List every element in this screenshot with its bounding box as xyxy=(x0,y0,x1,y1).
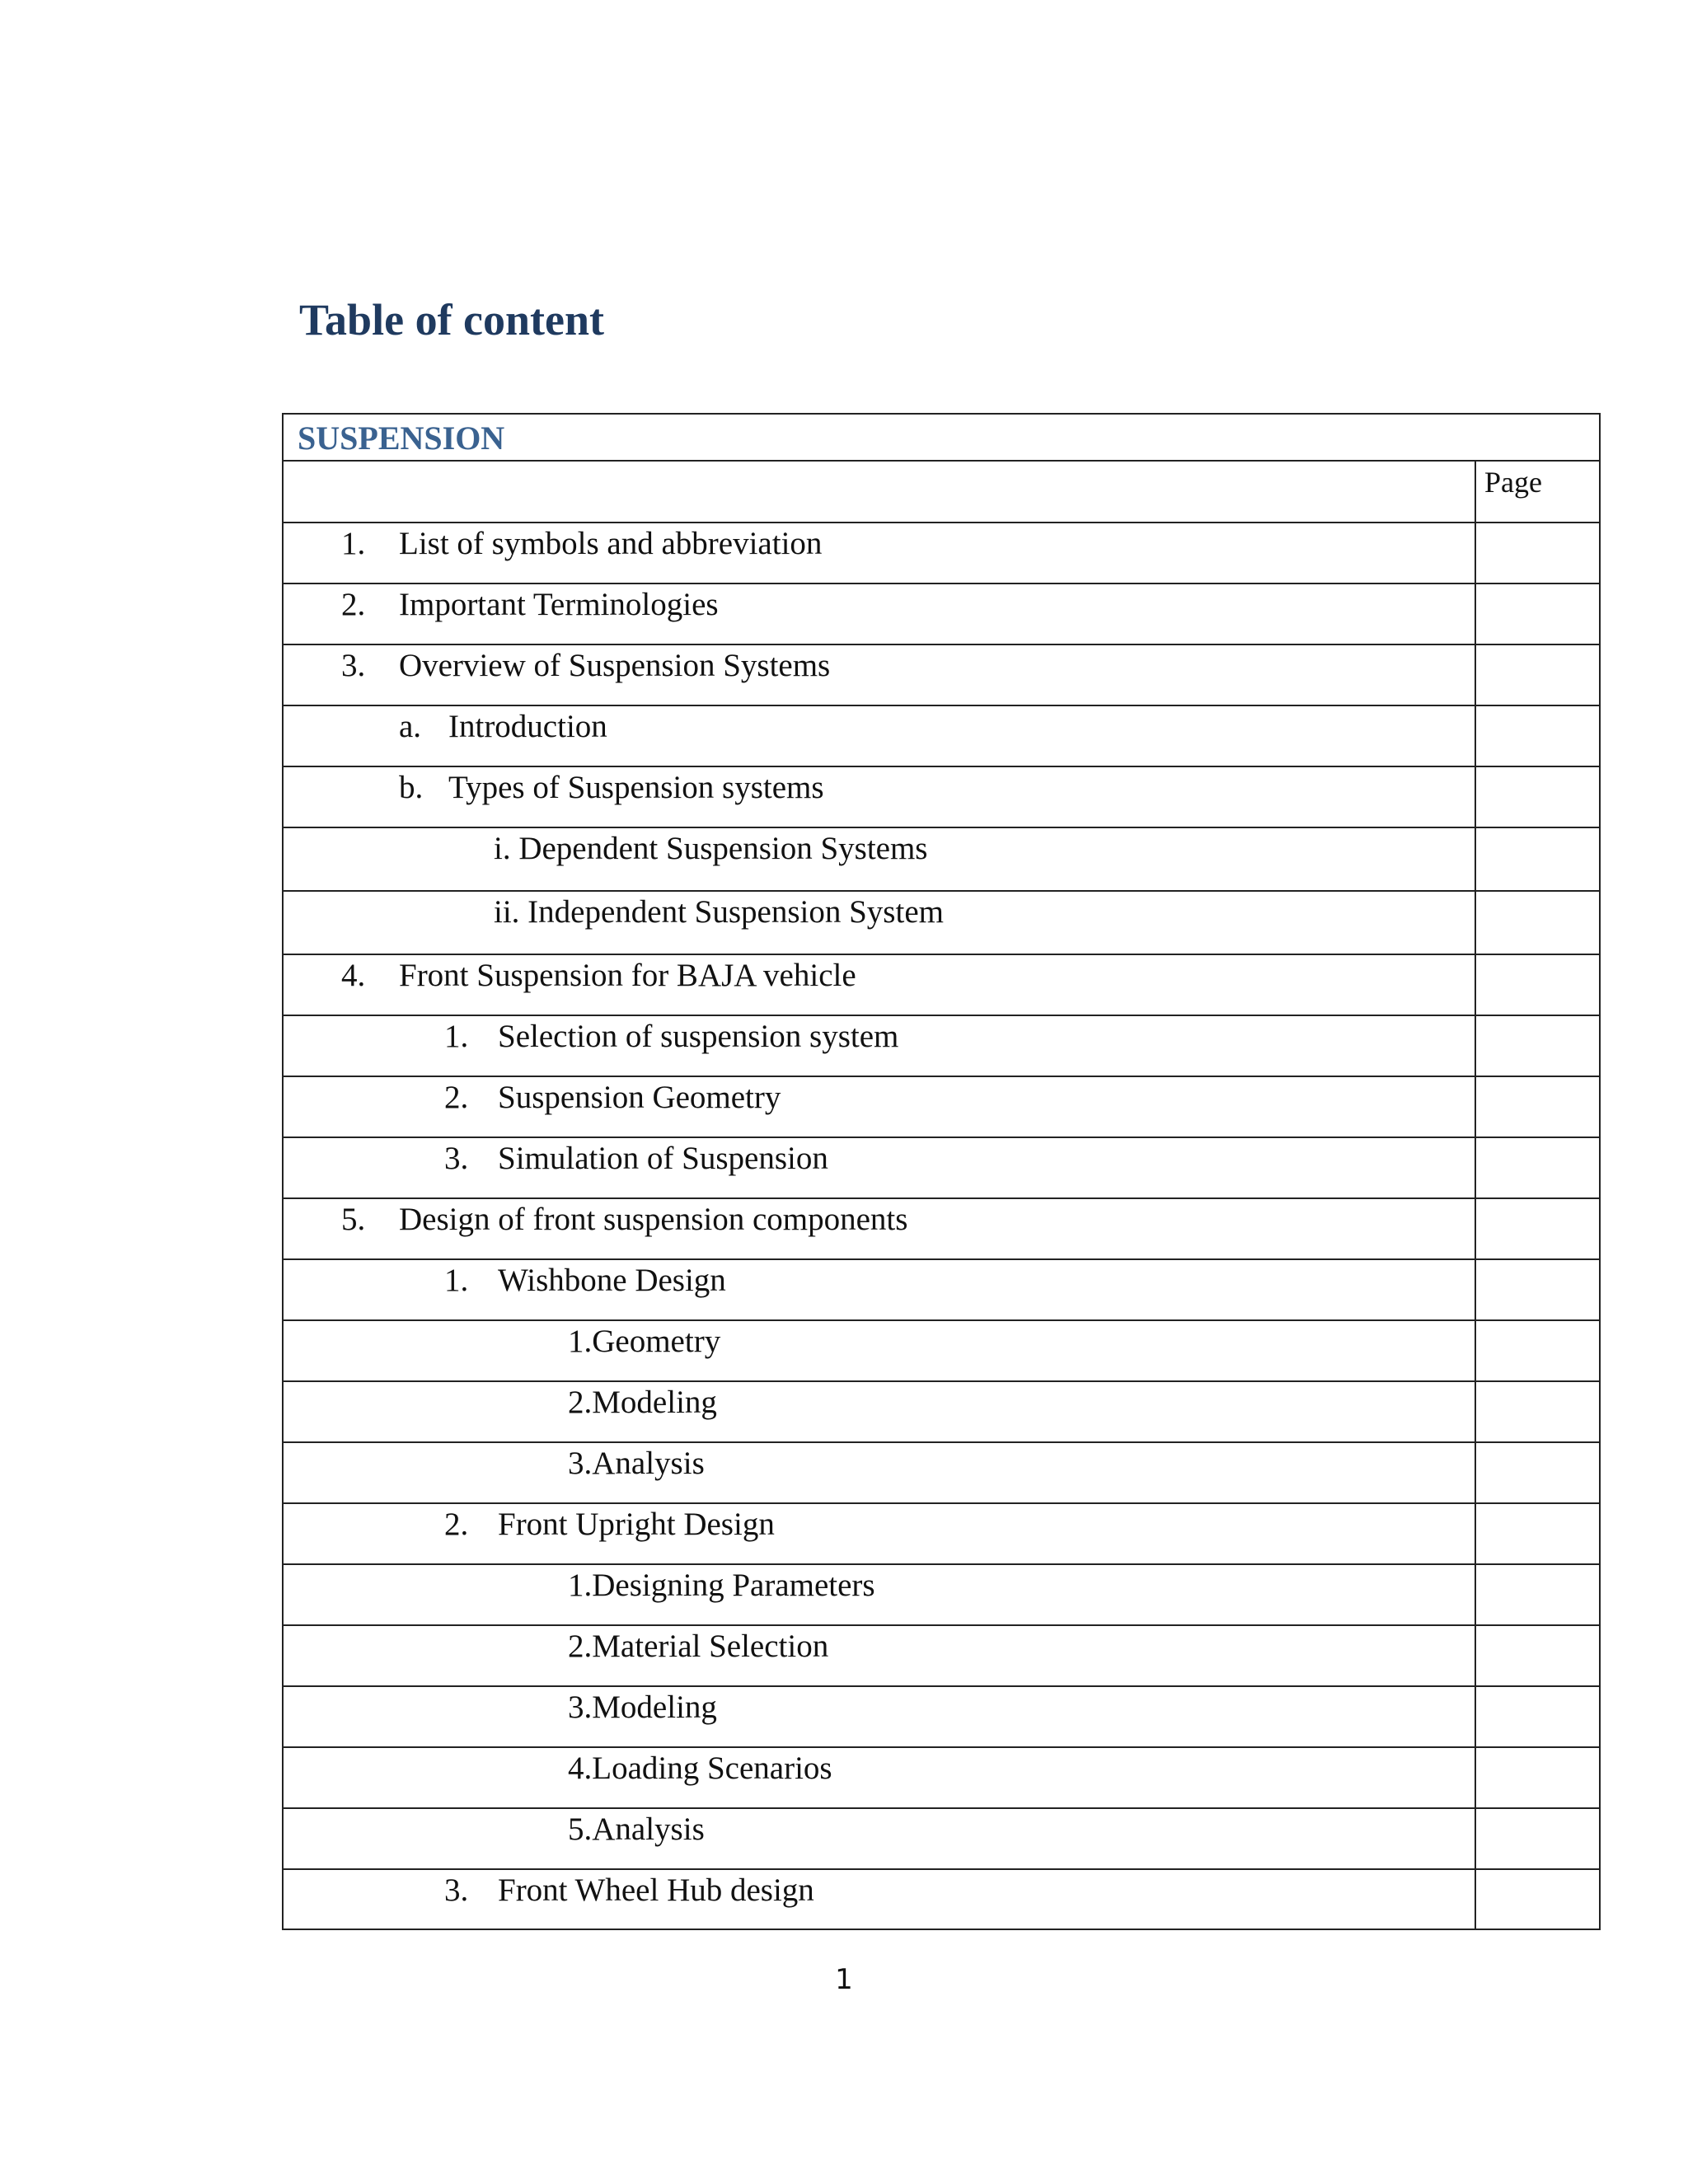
toc-row xyxy=(284,1258,1599,1319)
toc-entry-cell xyxy=(284,1748,1476,1807)
toc-entry-marker: 1. xyxy=(444,1263,469,1298)
toc-row xyxy=(284,1746,1599,1807)
toc-entry-text: Simulation of Suspension xyxy=(498,1141,828,1176)
toc-page-cell xyxy=(1476,1382,1599,1441)
toc-page-cell xyxy=(1476,1626,1599,1685)
toc-entry-marker: a. xyxy=(399,709,422,744)
toc-entry-text: Front Wheel Hub design xyxy=(498,1872,814,1908)
toc-entry-header-cell xyxy=(284,462,1476,522)
toc-row xyxy=(284,827,1599,890)
toc-table xyxy=(282,413,1601,1930)
toc-row xyxy=(284,705,1599,766)
toc-entry-cell xyxy=(284,1321,1476,1380)
toc-entry-cell xyxy=(284,828,1476,890)
toc-row xyxy=(284,1807,1599,1868)
toc-entry-cell xyxy=(284,645,1476,705)
toc-page-cell xyxy=(1476,892,1599,954)
toc-row xyxy=(284,1319,1599,1380)
toc-page-cell xyxy=(1476,1443,1599,1502)
toc-entry-cell xyxy=(284,523,1476,583)
toc-entry-text: Introduction xyxy=(448,709,607,744)
toc-entry-marker: 1. xyxy=(444,1019,469,1054)
toc-row xyxy=(284,644,1599,705)
toc-row xyxy=(284,1685,1599,1746)
toc-row xyxy=(284,1441,1599,1502)
toc-row xyxy=(284,1868,1599,1929)
toc-row xyxy=(284,583,1599,644)
toc-page-cell xyxy=(1476,1748,1599,1807)
toc-page-cell xyxy=(1476,1809,1599,1868)
toc-column-header-row xyxy=(284,460,1599,522)
toc-entry-text: 2.Modeling xyxy=(568,1385,717,1420)
toc-row xyxy=(284,1076,1599,1137)
toc-row xyxy=(284,522,1599,583)
toc-entry-text: Important Terminologies xyxy=(399,587,719,622)
toc-entry-cell xyxy=(284,1443,1476,1502)
toc-page-cell xyxy=(1476,645,1599,705)
toc-entry-text: Front Upright Design xyxy=(498,1507,775,1542)
toc-entry-cell xyxy=(284,892,1476,954)
page-number: 1 xyxy=(835,1963,853,1996)
section-title: SUSPENSION xyxy=(298,419,505,457)
toc-entry-text: Overview of Suspension Systems xyxy=(399,648,831,683)
toc-entry-cell xyxy=(284,1199,1476,1258)
toc-page-cell xyxy=(1476,1687,1599,1746)
toc-entry-marker: 3. xyxy=(444,1872,469,1908)
toc-entry-cell xyxy=(284,1687,1476,1746)
toc-row xyxy=(284,1563,1599,1624)
toc-entry-marker: 2. xyxy=(444,1507,469,1542)
toc-row xyxy=(284,1502,1599,1563)
toc-entry-text: ii. Independent Suspension System xyxy=(494,894,944,930)
toc-page-cell xyxy=(1476,706,1599,766)
toc-row xyxy=(284,1137,1599,1197)
toc-entry-text: 1.Designing Parameters xyxy=(568,1568,875,1603)
toc-entry-marker: b. xyxy=(399,770,424,805)
toc-entry-text: i. Dependent Suspension Systems xyxy=(494,831,928,866)
toc-entry-cell xyxy=(284,1260,1476,1319)
toc-entry-cell xyxy=(284,1016,1476,1076)
toc-page-cell xyxy=(1476,1260,1599,1319)
toc-entry-marker: 4. xyxy=(341,958,366,993)
toc-entry-cell xyxy=(284,1626,1476,1685)
toc-row xyxy=(284,1197,1599,1258)
toc-entry-cell xyxy=(284,1504,1476,1563)
toc-entry-text: 3.Analysis xyxy=(568,1446,705,1481)
toc-entry-text: Selection of suspension system xyxy=(498,1019,899,1054)
toc-page-cell xyxy=(1476,767,1599,827)
toc-entry-cell xyxy=(284,1382,1476,1441)
toc-entry-cell xyxy=(284,1809,1476,1868)
page-column-header: Page xyxy=(1484,466,1542,499)
toc-entries xyxy=(284,522,1599,1929)
toc-page-cell xyxy=(1476,1199,1599,1258)
toc-entry-cell xyxy=(284,767,1476,827)
toc-page-cell xyxy=(1476,1138,1599,1197)
toc-row xyxy=(284,890,1599,954)
toc-page-cell xyxy=(1476,1565,1599,1624)
toc-entry-cell xyxy=(284,955,1476,1015)
toc-page-cell xyxy=(1476,1321,1599,1380)
toc-page-cell xyxy=(1476,955,1599,1015)
toc-entry-marker: 2. xyxy=(444,1080,469,1115)
toc-page-cell xyxy=(1476,584,1599,644)
toc-entry-cell xyxy=(284,1565,1476,1624)
toc-page-cell xyxy=(1476,828,1599,890)
toc-entry-text: 4.Loading Scenarios xyxy=(568,1750,832,1786)
toc-page-cell xyxy=(1476,1077,1599,1137)
toc-entry-text: 3.Modeling xyxy=(568,1690,717,1725)
page-title: Table of content xyxy=(299,295,605,344)
toc-row xyxy=(284,1015,1599,1076)
toc-entry-text: Suspension Geometry xyxy=(498,1080,781,1115)
toc-entry-marker: 1. xyxy=(341,526,366,561)
toc-page-cell xyxy=(1476,523,1599,583)
toc-page-cell xyxy=(1476,1504,1599,1563)
toc-entry-marker: 3. xyxy=(341,648,366,683)
toc-entry-marker: 5. xyxy=(341,1202,366,1237)
toc-entry-marker: 2. xyxy=(341,587,366,622)
toc-entry-text: Wishbone Design xyxy=(498,1263,726,1298)
toc-page-cell xyxy=(1476,1016,1599,1076)
toc-entry-text: List of symbols and abbreviation xyxy=(399,526,823,561)
toc-entry-text: 1.Geometry xyxy=(568,1324,721,1359)
toc-entry-cell xyxy=(284,584,1476,644)
toc-entry-text: Design of front suspension components xyxy=(399,1202,908,1237)
toc-page-cell xyxy=(1476,1870,1599,1929)
toc-row xyxy=(284,766,1599,827)
toc-entry-cell xyxy=(284,1138,1476,1197)
toc-entry-text: Front Suspension for BAJA vehicle xyxy=(399,958,856,993)
toc-entry-text: Types of Suspension systems xyxy=(448,770,824,805)
toc-entry-cell xyxy=(284,1077,1476,1137)
toc-entry-cell xyxy=(284,1870,1476,1929)
toc-entry-text: 5.Analysis xyxy=(568,1811,705,1847)
toc-row xyxy=(284,954,1599,1015)
toc-section-header xyxy=(284,415,1599,460)
toc-row xyxy=(284,1380,1599,1441)
toc-entry-text: 2.Material Selection xyxy=(568,1629,829,1664)
toc-entry-marker: 3. xyxy=(444,1141,469,1176)
toc-entry-cell xyxy=(284,706,1476,766)
toc-row xyxy=(284,1624,1599,1685)
